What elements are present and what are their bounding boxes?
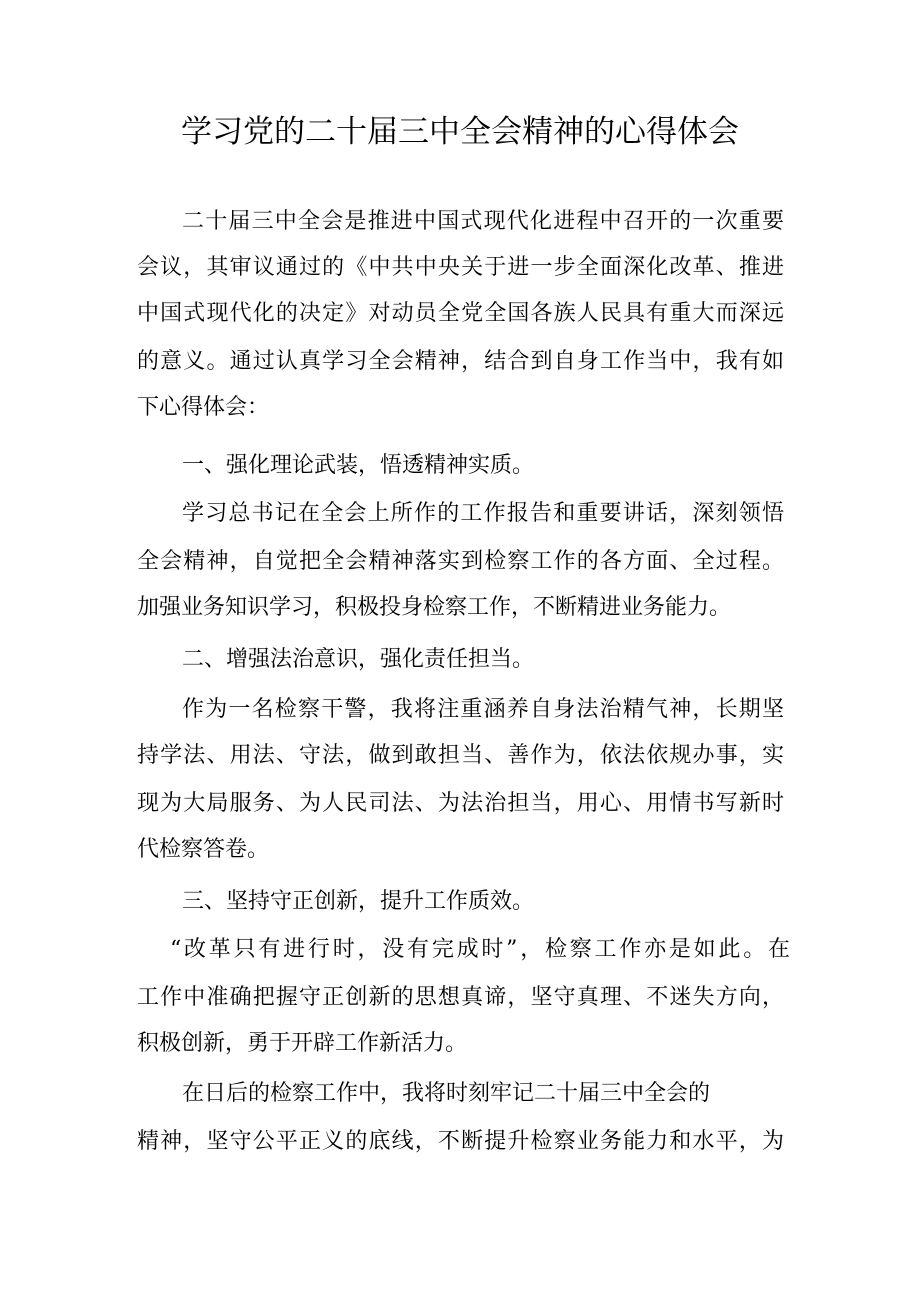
- section2-line-1: 作为一名检察干警，我将注重涵养自身法治精气神，长期坚: [182, 697, 784, 722]
- intro-line-2: 会议，其审议通过的《中共中央关于进一步全面深化改革、推进: [137, 255, 784, 280]
- section1-heading: 一、强化理论武装，悟透精神实质。: [182, 453, 535, 478]
- closing-line-2: 精神，坚守公平正义的底线，不断提升检察业务能力和水平，为: [137, 1129, 784, 1154]
- section1-line-2: 全会精神，自觉把全会精神落实到检察工作的各方面、全过程。: [137, 549, 784, 574]
- section2-line-4: 代检察答卷。: [137, 837, 270, 862]
- section2-line-3: 现为大局服务、为人民司法、为法治担当，用心、用情书写新时: [137, 791, 784, 816]
- section3-line-1: “改革只有进行时，没有完成时”，检察工作亦是如此。在: [170, 937, 790, 962]
- section2-line-2: 持学法、用法、守法，做到敢担当、善作为，依法依规办事，实: [137, 743, 784, 768]
- intro-line-4: 的意义。通过认真学习全会精神，结合到自身工作当中，我有如: [137, 349, 784, 374]
- intro-line-1: 二十届三中全会是推进中国式现代化进程中召开的一次重要: [182, 209, 784, 234]
- section3-heading: 三、坚持守正创新，提升工作质效。: [182, 889, 535, 914]
- section1-line-1: 学习总书记在全会上所作的工作报告和重要讲话，深刻领悟: [182, 501, 784, 526]
- closing-line-1: 在日后的检察工作中，我将时刻牢记二十届三中全会的: [182, 1081, 711, 1106]
- section1-line-3: 加强业务知识学习，积极投身检察工作，不断精进业务能力。: [137, 595, 732, 620]
- section2-heading: 二、增强法治意识，强化责任担当。: [182, 647, 535, 672]
- section3-line-3: 积极创新，勇于开辟工作新活力。: [137, 1031, 468, 1056]
- document-title: 学习党的二十届三中全会精神的心得体会: [181, 114, 739, 150]
- intro-line-5: 下心得体会：: [137, 395, 270, 420]
- intro-line-3: 中国式现代化的决定》对动员全党全国各族人民具有重大而深远: [137, 301, 784, 326]
- section3-line-2: 工作中准确把握守正创新的思想真谛，坚守真理、不迷失方向，: [137, 985, 784, 1010]
